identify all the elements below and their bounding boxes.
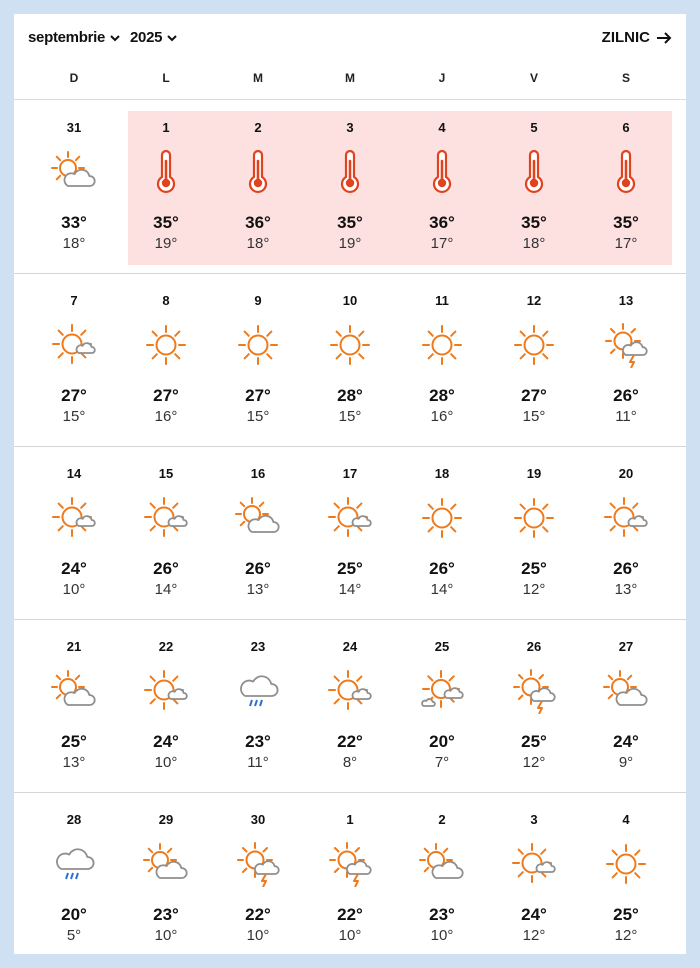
thermometer-icon	[511, 149, 557, 195]
day-number: 3	[530, 812, 538, 827]
min-temperature: 16°	[430, 408, 454, 425]
min-temperature: 14°	[430, 581, 454, 598]
day-cell[interactable]	[304, 620, 396, 793]
week-row	[14, 101, 686, 274]
min-temperature: 14°	[338, 581, 362, 598]
calendar-grid	[14, 101, 686, 966]
max-temperature: 23°	[153, 905, 179, 924]
day-number: 6	[622, 120, 630, 135]
day-number: 1	[346, 812, 354, 827]
day-cell[interactable]	[396, 793, 488, 966]
partly-cloudy-icon	[143, 841, 189, 887]
day-cell[interactable]	[488, 620, 580, 793]
max-temperature: 33°	[61, 213, 87, 232]
week-row	[14, 447, 686, 620]
sun-small-cloud-icon	[327, 668, 373, 714]
day-number: 11	[435, 293, 449, 308]
weekday-label: V	[529, 71, 538, 85]
rain-icon	[51, 841, 97, 887]
min-temperature: 19°	[338, 235, 362, 252]
min-temperature: 17°	[430, 235, 454, 252]
sun-small-cloud-icon	[143, 668, 189, 714]
day-cell[interactable]	[304, 274, 396, 447]
thermometer-icon	[419, 149, 465, 195]
min-temperature: 11°	[247, 754, 269, 771]
thunderstorm-icon	[327, 841, 373, 887]
min-temperature: 10°	[154, 754, 178, 771]
min-temperature: 12°	[522, 754, 546, 771]
day-number: 28	[66, 812, 82, 827]
partly-cloudy-icon	[51, 668, 97, 714]
sun-small-cloud-icon	[143, 495, 189, 541]
thermometer-icon	[603, 149, 649, 195]
thunderstorm-icon	[235, 841, 281, 887]
partly-cloudy-icon	[235, 495, 281, 541]
max-temperature: 26°	[613, 386, 639, 405]
day-cell[interactable]	[28, 447, 120, 620]
min-temperature: 10°	[430, 927, 454, 944]
day-number: 4	[438, 120, 446, 135]
thermometer-icon	[235, 149, 281, 195]
daily-view-link[interactable]	[602, 29, 672, 46]
day-cell[interactable]	[488, 447, 580, 620]
day-cell[interactable]	[212, 793, 304, 966]
day-cell[interactable]	[580, 620, 672, 793]
min-temperature: 17°	[614, 235, 638, 252]
sun-icon	[603, 841, 649, 887]
day-cell[interactable]	[120, 274, 212, 447]
day-cell[interactable]	[28, 274, 120, 447]
min-temperature: 15°	[338, 408, 362, 425]
max-temperature: 22°	[337, 905, 363, 924]
day-number: 25	[434, 639, 450, 654]
max-temperature: 27°	[245, 386, 271, 405]
day-number: 24	[342, 639, 358, 654]
partly-cloudy-icon	[419, 841, 465, 887]
day-cell[interactable]	[212, 447, 304, 620]
day-cell[interactable]	[120, 447, 212, 620]
month-label: septembrie	[28, 29, 106, 46]
min-temperature: 12°	[522, 581, 546, 598]
thermometer-icon	[327, 149, 373, 195]
min-temperature: 5°	[66, 927, 82, 944]
weekday-header-row	[14, 64, 686, 100]
partly-cloudy-icon	[603, 668, 649, 714]
day-cell[interactable]	[580, 101, 672, 274]
min-temperature: 19°	[154, 235, 178, 252]
max-temperature: 35°	[521, 213, 547, 232]
day-cell[interactable]	[488, 793, 580, 966]
max-temperature: 24°	[153, 732, 179, 751]
max-temperature: 26°	[245, 559, 271, 578]
day-number: 20	[618, 466, 634, 481]
day-cell[interactable]	[396, 447, 488, 620]
max-temperature: 22°	[337, 732, 363, 751]
day-number: 9	[254, 293, 262, 308]
min-temperature: 8°	[342, 754, 358, 771]
month-selector[interactable]	[28, 29, 121, 46]
day-number: 2	[254, 120, 262, 135]
day-number: 4	[622, 812, 630, 827]
weekday-label: S	[621, 71, 630, 85]
min-temperature: 12°	[614, 927, 638, 944]
day-number: 29	[158, 812, 174, 827]
sun-small-cloud-icon	[603, 495, 649, 541]
week-row	[14, 274, 686, 447]
day-cell[interactable]	[304, 101, 396, 274]
day-cell[interactable]	[120, 620, 212, 793]
max-temperature: 24°	[613, 732, 639, 751]
day-cell[interactable]	[488, 274, 580, 447]
day-cell[interactable]	[396, 620, 488, 793]
min-temperature: 12°	[522, 927, 546, 944]
day-number: 31	[66, 120, 82, 135]
day-cell[interactable]	[580, 274, 672, 447]
weather-calendar-card	[14, 14, 686, 954]
day-number: 19	[526, 466, 542, 481]
max-temperature: 23°	[429, 905, 455, 924]
max-temperature: 25°	[521, 559, 547, 578]
max-temperature: 25°	[337, 559, 363, 578]
min-temperature: 18°	[62, 235, 86, 252]
day-number: 14	[66, 466, 82, 481]
day-cell[interactable]	[28, 793, 120, 966]
max-temperature: 22°	[245, 905, 271, 924]
max-temperature: 28°	[429, 386, 455, 405]
day-cell[interactable]	[120, 793, 212, 966]
sun-icon	[511, 495, 557, 541]
weekday-label: D	[69, 71, 79, 85]
weekday-label: M	[253, 71, 263, 85]
min-temperature: 13°	[614, 581, 638, 598]
week-row	[14, 793, 686, 966]
sun-two-clouds-icon	[419, 668, 465, 714]
min-temperature: 10°	[338, 927, 362, 944]
max-temperature: 25°	[613, 905, 639, 924]
rain-icon	[235, 668, 281, 714]
max-temperature: 36°	[245, 213, 271, 232]
day-number: 15	[158, 466, 174, 481]
max-temperature: 27°	[521, 386, 547, 405]
chevron-down-icon	[109, 32, 121, 44]
max-temperature: 26°	[153, 559, 179, 578]
max-temperature: 20°	[429, 732, 455, 751]
day-number: 7	[70, 293, 78, 308]
day-cell[interactable]	[212, 620, 304, 793]
day-cell[interactable]	[28, 101, 120, 274]
min-temperature: 10°	[154, 927, 178, 944]
day-number: 10	[342, 293, 358, 308]
max-temperature: 35°	[613, 213, 639, 232]
min-temperature: 16°	[154, 408, 178, 425]
day-cell[interactable]	[580, 447, 672, 620]
day-number: 27	[618, 639, 634, 654]
sun-icon	[419, 322, 465, 368]
max-temperature: 35°	[337, 213, 363, 232]
max-temperature: 24°	[61, 559, 87, 578]
day-number: 12	[526, 293, 542, 308]
day-number: 8	[162, 293, 170, 308]
min-temperature: 18°	[522, 235, 546, 252]
day-number: 5	[530, 120, 538, 135]
max-temperature: 35°	[153, 213, 179, 232]
sun-icon	[143, 322, 189, 368]
max-temperature: 25°	[61, 732, 87, 751]
chevron-down-icon	[166, 32, 178, 44]
sun-small-cloud-icon	[511, 841, 557, 887]
day-number: 26	[526, 639, 542, 654]
min-temperature: 9°	[618, 754, 634, 771]
day-number: 17	[342, 466, 358, 481]
sun-small-cloud-icon	[327, 495, 373, 541]
max-temperature: 27°	[61, 386, 87, 405]
year-selector[interactable]	[130, 29, 178, 46]
min-temperature: 15°	[246, 408, 270, 425]
day-cell[interactable]	[212, 274, 304, 447]
day-cell[interactable]	[488, 101, 580, 274]
thunderstorm-icon	[603, 322, 649, 368]
min-temperature: 13°	[246, 581, 270, 598]
day-number: 18	[434, 466, 450, 481]
min-temperature: 13°	[62, 754, 86, 771]
day-cell[interactable]	[396, 274, 488, 447]
calendar-header	[14, 14, 686, 64]
max-temperature: 27°	[153, 386, 179, 405]
min-temperature: 7°	[434, 754, 450, 771]
min-temperature: 15°	[522, 408, 546, 425]
daily-view-label: ZILNIC	[601, 29, 650, 46]
min-temperature: 15°	[62, 408, 86, 425]
weekday-label: M	[345, 71, 355, 85]
day-cell[interactable]	[304, 793, 396, 966]
weekday-label: L	[162, 71, 170, 85]
day-number: 2	[438, 812, 446, 827]
day-number: 13	[618, 293, 634, 308]
min-temperature: 14°	[154, 581, 178, 598]
weekday-label: J	[438, 71, 446, 85]
day-cell[interactable]	[120, 101, 212, 274]
day-cell[interactable]	[28, 620, 120, 793]
week-row	[14, 620, 686, 793]
day-number: 22	[158, 639, 174, 654]
max-temperature: 23°	[245, 732, 271, 751]
day-number: 1	[162, 120, 170, 135]
arrow-right-icon	[656, 31, 672, 45]
sun-icon	[419, 495, 465, 541]
min-temperature: 11°	[615, 408, 637, 425]
max-temperature: 26°	[613, 559, 639, 578]
day-cell[interactable]	[304, 447, 396, 620]
sun-icon	[327, 322, 373, 368]
day-number: 3	[346, 120, 354, 135]
day-cell[interactable]	[396, 101, 488, 274]
day-number: 23	[250, 639, 266, 654]
thermometer-icon	[143, 149, 189, 195]
sun-small-cloud-icon	[51, 495, 97, 541]
sun-small-cloud-icon	[51, 322, 97, 368]
min-temperature: 10°	[62, 581, 86, 598]
day-cell[interactable]	[212, 101, 304, 274]
day-number: 21	[66, 639, 82, 654]
max-temperature: 24°	[521, 905, 547, 924]
day-cell[interactable]	[580, 793, 672, 966]
year-label: 2025	[130, 29, 163, 46]
max-temperature: 36°	[429, 213, 455, 232]
day-number: 30	[250, 812, 266, 827]
min-temperature: 18°	[246, 235, 270, 252]
day-number: 16	[250, 466, 266, 481]
sun-icon	[235, 322, 281, 368]
sun-icon	[511, 322, 557, 368]
max-temperature: 28°	[337, 386, 363, 405]
max-temperature: 25°	[521, 732, 547, 751]
thunderstorm-icon	[511, 668, 557, 714]
min-temperature: 10°	[246, 927, 270, 944]
max-temperature: 20°	[61, 905, 87, 924]
max-temperature: 26°	[429, 559, 455, 578]
partly-cloudy-icon	[51, 149, 97, 195]
